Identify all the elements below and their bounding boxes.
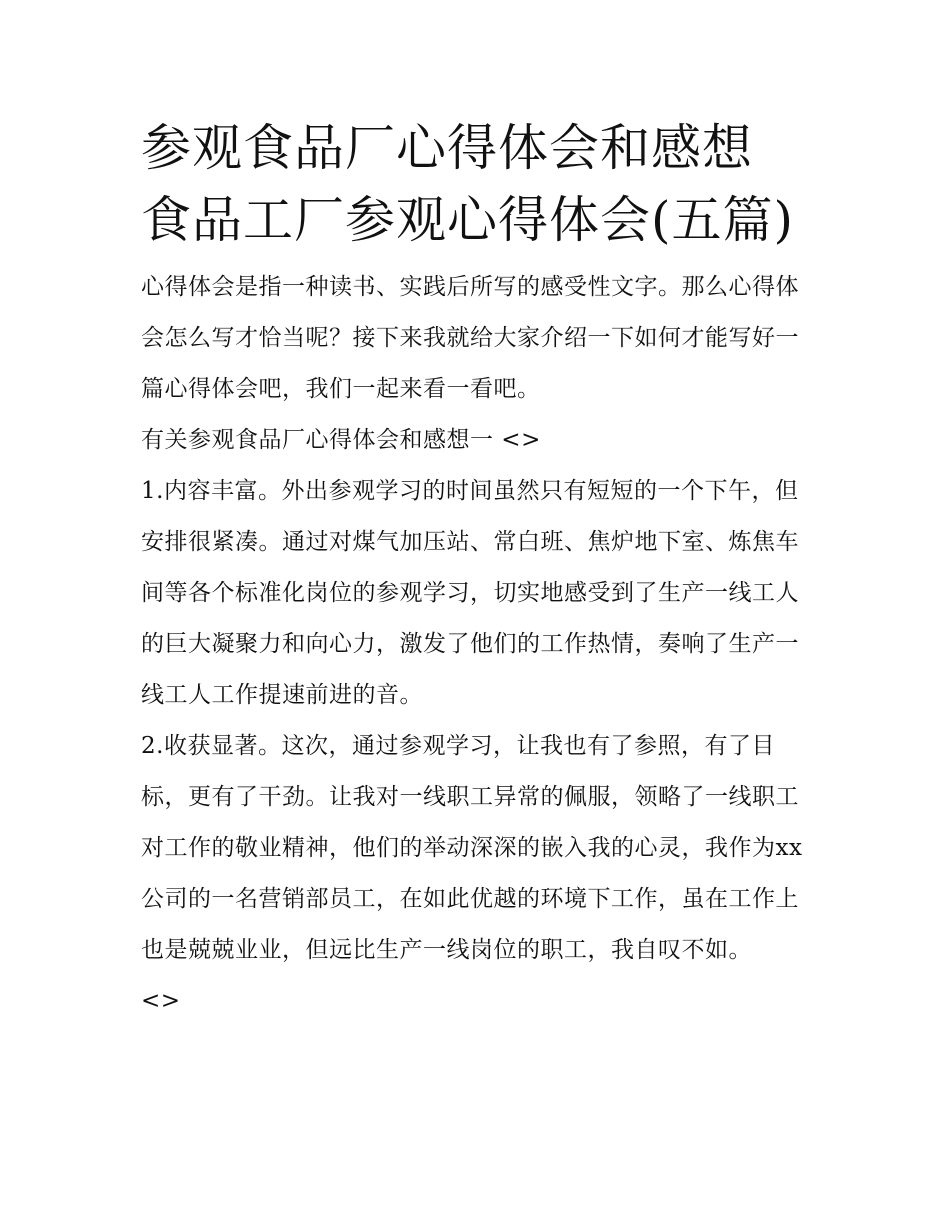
point-2-paragraph: 2.收获显著。这次，通过参观学习，让我也有了参照，有了目标，更有了干劲。让我对一线职工异常的佩服，领略了一线职工对工作的敬业精神，他们的举动深深的嵌入我的心灵，我作为xx公司的一名营销部员工，在如此优越的环境下工作，虽在工作上也是兢兢业业，但远比生产一线岗位的职工，我自叹不如。 xyxy=(141,733,803,963)
intro-paragraph: 心得体会是指一种读书、实践后所写的感受性文字。那么心得体会怎么写才恰当呢？接下来我就给大家介绍一下如何才能写好一篇心得体会吧，我们一起来看一看吧。 xyxy=(141,274,799,402)
document-title: 参观食品厂心得体会和感想 食品工厂参观心得体会(五篇) xyxy=(141,119,795,249)
point-1-paragraph: 1.内容丰富。外出参观学习的时间虽然只有短短的一个下午，但安排很紧凑。通过对煤气加压站、常白班、焦炉地下室、炼焦车间等各个标准化岗位的参观学习，切实地感受到了生产一线工人的巨大凝聚力和向心力，激发了他们的工作热情，奏响了生产一线工人工作提速前进的音。 xyxy=(141,478,799,708)
document-body xyxy=(141,112,813,1027)
section-end-marker: <> xyxy=(141,988,181,1014)
section-heading: 有关参观食品厂心得体会和感想一 <> xyxy=(141,427,541,453)
